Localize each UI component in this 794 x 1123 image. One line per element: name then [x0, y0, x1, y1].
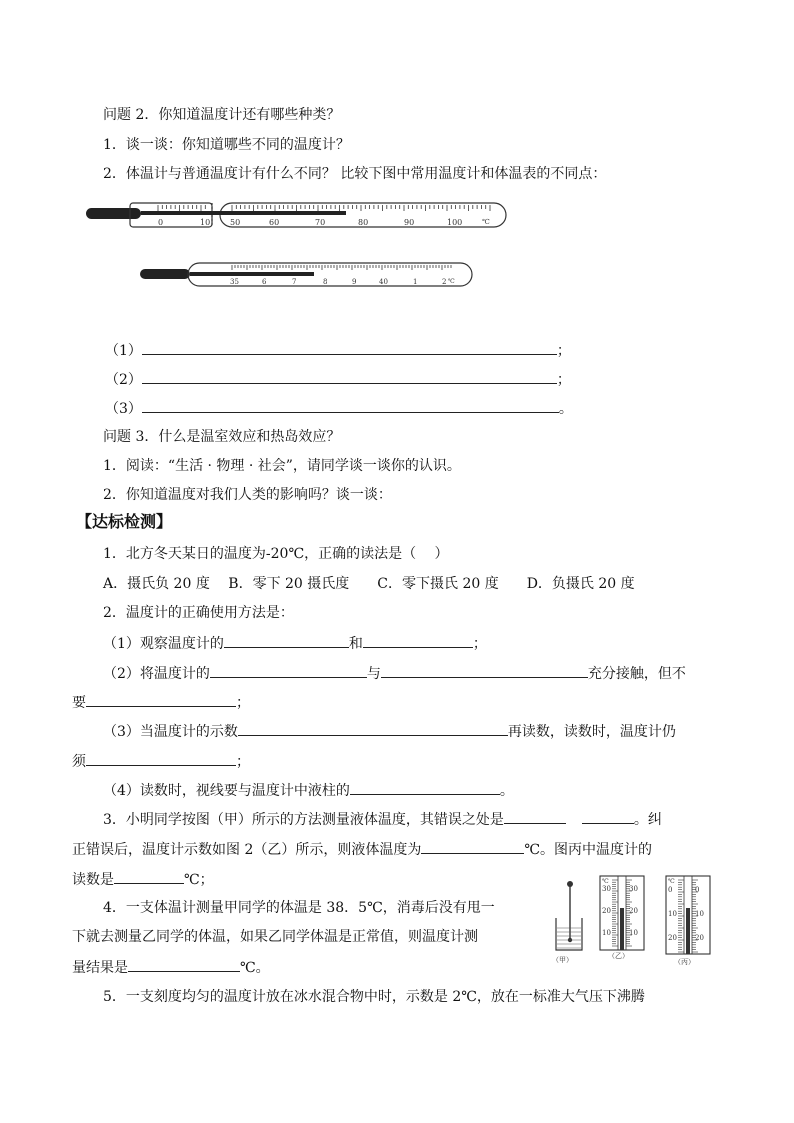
test1-stem: 1．北方冬天某日的温度为-20℃，正确的读法是（ ） — [103, 546, 449, 562]
bing-tick: 0 — [695, 886, 700, 894]
yi-tick: 10 — [602, 929, 611, 937]
test4-line1: 4．一支体温计测量甲同学的体温是 38．5℃，消毒后没有甩一 — [103, 900, 495, 916]
q2-sub2: 2．体温计与普通温度计有什么不同？ 比较下图中常用温度计和体温表的不同点： — [103, 166, 607, 182]
bing-tick: 0 — [668, 886, 673, 894]
blank-error-2[interactable] — [582, 810, 634, 824]
blank-error-1[interactable] — [504, 810, 566, 824]
figure-jia — [552, 881, 582, 964]
test2-part3-cont: 须 ； — [72, 754, 250, 770]
lab-thermometer-figure — [86, 198, 510, 234]
lab-tick-label: 50 — [230, 218, 241, 227]
test2-part2: （2）将温度计的 与 充分接触，但不 — [103, 666, 686, 682]
test1-options: A．摄氏负 20 度 B．零下 20 摄氏度 C．零下摄氏 20 度 D．负摄氏 20 度 — [103, 576, 635, 592]
clinical-tick-label: 6 — [262, 278, 267, 286]
lab-tick-label: 10 — [200, 218, 211, 227]
clinical-tick-label: 2 — [442, 278, 447, 286]
bing-tick: 10 — [668, 910, 677, 918]
blank-contact-2[interactable] — [381, 664, 588, 678]
blank-must[interactable] — [86, 752, 236, 766]
test2-part4: （4）读数时，视线要与温度计中液柱的 。 — [103, 783, 514, 799]
bing-tick: 20 — [668, 934, 677, 942]
clinical-tick-label: 1 — [413, 278, 418, 286]
bing-unit: ℃ — [668, 878, 675, 885]
figure-bing — [666, 876, 710, 966]
lab-tick-label: 70 — [315, 218, 326, 227]
lab-tick-label: 90 — [404, 218, 415, 227]
clinical-tick-label: 9 — [352, 278, 357, 286]
clinical-tick-label: 8 — [323, 278, 328, 286]
label-bing: （丙） — [674, 958, 695, 966]
lab-tick-label: 80 — [358, 218, 369, 227]
blank-observe-2[interactable] — [363, 634, 473, 648]
blank-bing-reading[interactable] — [114, 870, 184, 884]
label-jia: （甲） — [552, 956, 573, 964]
blank-liquid-temp[interactable] — [421, 840, 524, 854]
bing-tick: 10 — [695, 910, 704, 918]
yi-unit: ℃ — [602, 878, 609, 885]
q3-sub2: 2．你知道温度对我们人类的影响吗？谈一谈： — [103, 487, 392, 503]
clinical-tick-label: 35 — [230, 278, 239, 286]
section-heading: 【达标检测】 — [76, 512, 173, 531]
q3-sub1: 1．阅读：“生活 · 物理 · 社会”，请同学谈一谈你的认识。 — [103, 458, 461, 474]
lab-tick-label: 100 — [447, 218, 463, 227]
yi-tick: 20 — [602, 907, 611, 915]
yi-tick: 30 — [629, 885, 638, 893]
clinical-tick-label: 40 — [379, 278, 388, 286]
yi-tick: 10 — [629, 929, 638, 937]
test2-part1: （1）观察温度计的 和 ； — [103, 636, 487, 652]
clinical-tick-label: 7 — [292, 278, 297, 286]
lab-unit-label: ℃ — [482, 218, 490, 226]
answer-blank-1[interactable] — [142, 341, 557, 355]
clinical-unit-label: ℃ — [448, 278, 455, 285]
answer-row-2: （2） ； — [105, 372, 571, 388]
q2-title: 问题 2．你知道温度计还有哪些种类？ — [103, 107, 341, 123]
test2-part3: （3）当温度计的示数 再读数，读数时，温度计仍 — [103, 724, 676, 740]
test4-line2: 下就去测量乙同学的体温，如果乙同学体温是正常值，则温度计测 — [72, 929, 478, 945]
bing-tick: 20 — [695, 934, 704, 942]
q3-title: 问题 3．什么是温室效应和热岛效应？ — [103, 429, 341, 445]
yi-tick: 30 — [602, 885, 611, 893]
blank-reading[interactable] — [238, 722, 508, 736]
yi-tick: 20 — [629, 907, 638, 915]
answer-blank-2[interactable] — [142, 370, 557, 384]
test3-line1: 3．小明同学按图（甲）所示的方法测量液体温度，其错误之处是 。纠 — [103, 812, 662, 828]
blank-do-not[interactable] — [86, 693, 236, 707]
label-yi: （乙） — [608, 952, 629, 960]
test2-stem: 2．温度计的正确使用方法是： — [103, 605, 294, 621]
q2-sub1: 1．谈一谈：你知道哪些不同的温度计？ — [103, 137, 350, 153]
clinical-thermometer-figure — [140, 260, 476, 290]
answer-blank-3[interactable] — [142, 399, 559, 413]
answer-row-3: （3） 。 — [105, 401, 573, 417]
blank-sightline[interactable] — [350, 781, 500, 795]
answer-row-1: （1） ； — [105, 343, 571, 359]
test2-part2-cont: 要 ； — [72, 695, 250, 711]
blank-contact-1[interactable] — [210, 664, 367, 678]
thermometer-reading-figures — [550, 872, 720, 968]
test4-line3: 量结果是 ℃。 — [72, 960, 270, 976]
test5-line1: 5．一支刻度均匀的温度计放在冰水混合物中时，示数是 2℃，放在一标准大气压下沸腾 — [103, 989, 645, 1005]
test3-line2: 正错误后，温度计示数如图 2（乙）所示，则液体温度为 ℃。图丙中温度计的 — [72, 842, 653, 858]
lab-tick-label: 60 — [269, 218, 280, 227]
blank-result[interactable] — [128, 958, 240, 972]
lab-tick-label: 0 — [158, 218, 164, 227]
test3-line3: 读数是 ℃； — [72, 872, 214, 888]
figure-yi — [600, 876, 644, 960]
blank-observe-1[interactable] — [224, 634, 349, 648]
